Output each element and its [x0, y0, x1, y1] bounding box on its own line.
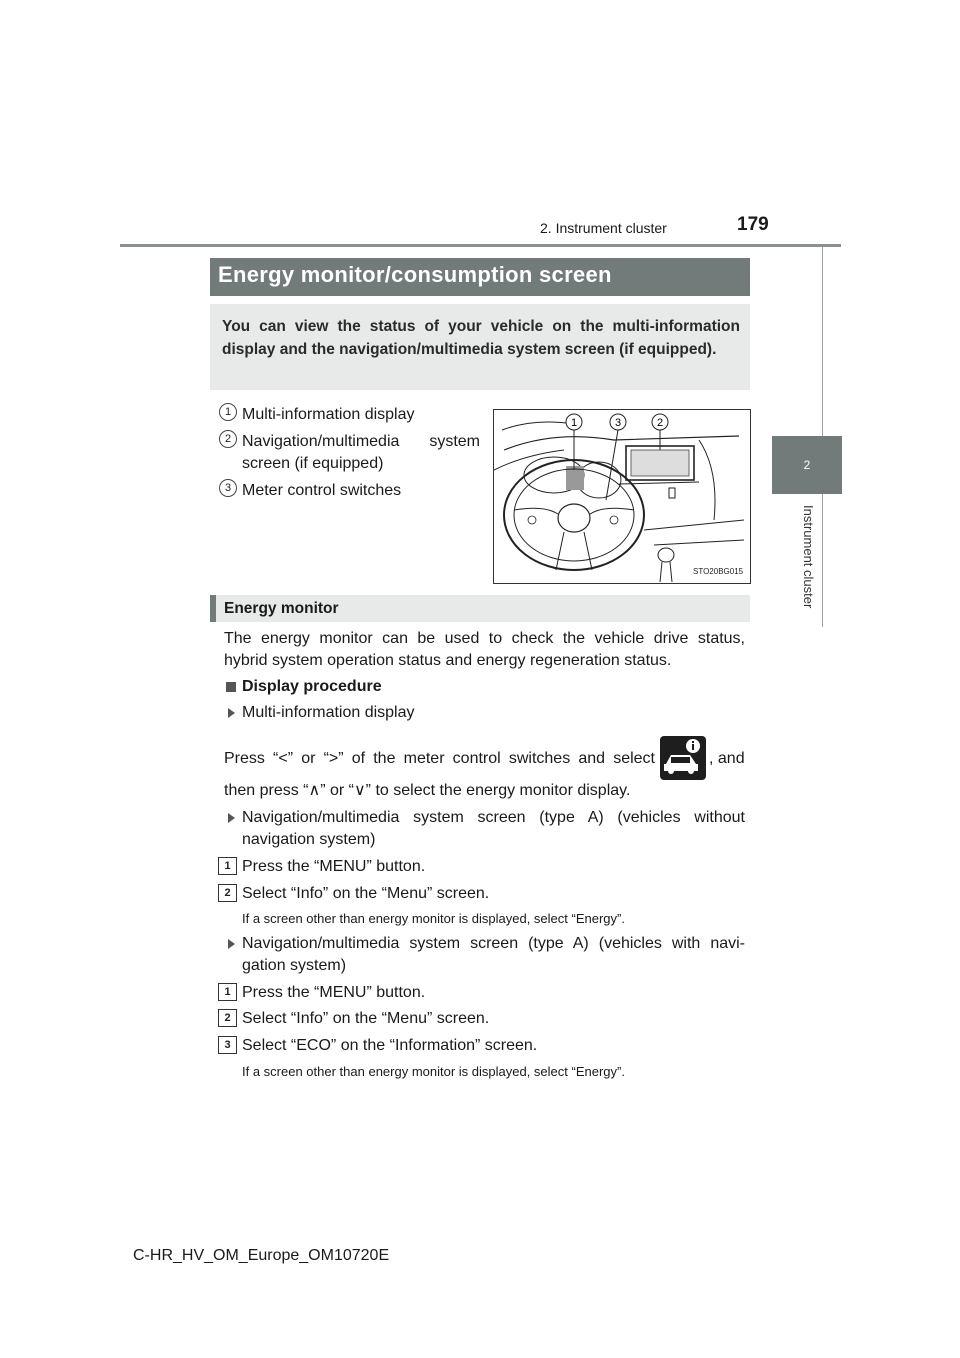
nav-a-heading-line2: navigation system)	[242, 831, 376, 848]
press-line1: Press “<” or “>” of the meter control switches and select	[224, 750, 655, 767]
figure-callout-3: 3	[614, 417, 622, 429]
energy-paragraph-line2: hybrid system operation status and energy regeneration status.	[224, 652, 672, 669]
page-number: 179	[737, 214, 769, 235]
step-number: 2	[218, 884, 237, 902]
header-rule	[120, 244, 841, 247]
callout-2-marker: 2	[219, 430, 237, 448]
step-number: 2	[218, 1009, 237, 1027]
step-text: Press the “MENU” button.	[242, 984, 426, 1001]
press-line2: then press “∧” or “∨” to select the energy monitor display.	[224, 782, 631, 799]
triangle-bullet	[228, 708, 235, 718]
subheading-energy-monitor: Energy monitor	[224, 600, 339, 617]
component-2-label: Navigation/multimedia system	[242, 433, 480, 450]
step-number: 1	[218, 983, 237, 1001]
figure-callout-1: 1	[570, 417, 578, 429]
footer-doc-id: C-HR_HV_OM_Europe_OM10720E	[133, 1247, 390, 1264]
vehicle-info-icon-graphic	[660, 736, 706, 780]
page-title: Energy monitor/consumption screen	[218, 262, 612, 287]
callout-1-marker: 1	[219, 403, 237, 421]
step-number: 3	[218, 1036, 237, 1054]
triangle-bullet	[228, 939, 235, 949]
step-text: Select “Info” on the “Menu” screen.	[242, 885, 490, 902]
mid-heading: Multi-information display	[242, 704, 415, 721]
step-text: Select “Info” on the “Menu” screen.	[242, 1010, 490, 1027]
chapter-tab: 2	[772, 436, 842, 494]
component-1-label: Multi-information display	[242, 406, 415, 423]
nav-a-heading-line1: Navigation/multimedia system screen (type A) (vehicles without	[242, 809, 745, 826]
press-line1-end: , and	[709, 750, 745, 767]
figure-callout-2: 2	[656, 417, 664, 429]
step-text: Press the “MENU” button.	[242, 858, 426, 875]
step-number: 1	[218, 857, 237, 875]
note-a: If a screen other than energy monitor is displayed, select “Energy”.	[242, 911, 625, 926]
triangle-bullet	[228, 813, 235, 823]
component-2-label-cont: screen (if equipped)	[242, 455, 384, 472]
vehicle-info-icon	[660, 736, 706, 780]
square-bullet	[226, 682, 236, 692]
intro-text: You can view the status of your vehicle on the multi-information display and the navigation/multimedia system screen (if equipped).	[222, 318, 740, 358]
energy-paragraph-line1: The energy monitor can be used to check the vehicle drive status,	[224, 630, 745, 647]
chapter-label: Instrument cluster	[801, 505, 816, 609]
callout-3-marker: 3	[219, 479, 237, 497]
dashboard-drawing	[494, 410, 750, 583]
component-3-label: Meter control switches	[242, 482, 402, 499]
nav-b-heading-line1: Navigation/multimedia system screen (type A) (vehicles with navi-	[242, 935, 745, 952]
dashboard-illustration	[493, 409, 751, 584]
step-text: Select “ECO” on the “Information” screen.	[242, 1037, 538, 1054]
section-title: 2. Instrument cluster	[540, 220, 667, 236]
display-procedure-heading: Display procedure	[242, 678, 382, 695]
nav-b-heading-line2: gation system)	[242, 957, 347, 974]
figure-code: STO20BG015	[693, 567, 744, 576]
note-b: If a screen other than energy monitor is displayed, select “Energy”.	[242, 1064, 625, 1079]
subheading-accent	[210, 595, 216, 622]
